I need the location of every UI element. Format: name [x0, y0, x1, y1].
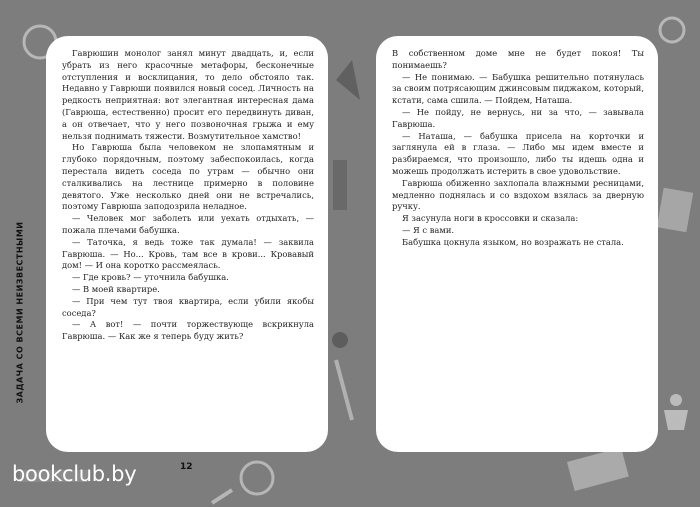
right-page-text: [392, 48, 644, 249]
paragraph: Гаврюша обиженно захлопала влажными ресницами, медленно поднялась и со вздохом взялась за дверную ручку.: [392, 177, 644, 212]
paragraph: — При чем тут твоя квартира, если убили якобы соседа?: [62, 295, 314, 318]
left-page-text: [62, 48, 314, 343]
paragraph: — Не пойду, не вернусь, ни за что, — завывала Гаврюша.: [392, 106, 644, 129]
paragraph: Гаврюшин монолог занял минут двадцать, и, если убрать из него красочные метафоры, бесконечные отступления и восклицания, то дело обстояло так. Недавно у Гаврюши появился новый сосед. Личность на редкость неприятная: вот элегантная интересная дама (Гаврюша, естественно) просит его передвинуть диван, а он отвечает, что у него позвоночная грыжа и ему нельзя поднимать тяжести. Возмутительное хамство!: [62, 48, 314, 141]
paragraph: Бабушка цокнула языком, но возражать не стала.: [402, 236, 624, 247]
paragraph: — Я с вами.: [402, 224, 455, 235]
paragraph: — Не понимаю. — Бабушка решительно потянулась за своим потрясающим джинсовым пиджаком, который, кстати, сама сшила. — Пойдем, Наташа.: [392, 71, 644, 106]
book-series-spine-title: [12, 190, 30, 440]
page-number: 12: [180, 462, 193, 472]
paragraph: — Где кровь? — уточнила бабушка.: [72, 272, 229, 283]
paragraph: Но Гаврюша была человеком не злопамятным и глубоко порядочным, поэтому забеспокоилась, когда перестала видеть соседа по утрам — обычно они сталкивались на лестнице примерно в половине девятого. Уже несколько дней они не встречались, поэтому Гаврюша заподозрила неладное.: [62, 142, 314, 212]
spine-title-text: ЗАДАЧА СО ВСЕМИ НЕИЗВЕСТНЫМИ: [15, 221, 25, 404]
right-page: [376, 36, 658, 452]
paragraph: Я засунула ноги в кроссовки и сказала:: [402, 213, 579, 224]
paragraph: — Таточка, я ведь тоже так думала! — заквила Гаврюша. — Но... Кровь, там все в крови... Кровавый дом! — И она коротко рассмеялась.: [62, 236, 314, 271]
paragraph: — А вот! — почти торжествующе вскрикнула Гаврюша. — Как же я теперь буду жить?: [62, 319, 314, 342]
paragraph: — В моей квартире.: [72, 283, 160, 294]
watermark: bookclub.by: [12, 462, 137, 486]
paragraph: В собственном доме мне не будет покоя! Ты понимаешь?: [392, 48, 644, 70]
left-page: [46, 36, 328, 452]
paragraph: — Наташа, — бабушка присела на корточки и заглянула ей в глаза. — Либо мы идем вместе и разбираемся, что произошло, либо ты идешь одна и можешь продолжать истерить в свое удовольствие.: [392, 130, 644, 176]
paragraph: — Человек мог заболеть или уехать отдыхать, — пожала плечами бабушка.: [62, 213, 314, 235]
